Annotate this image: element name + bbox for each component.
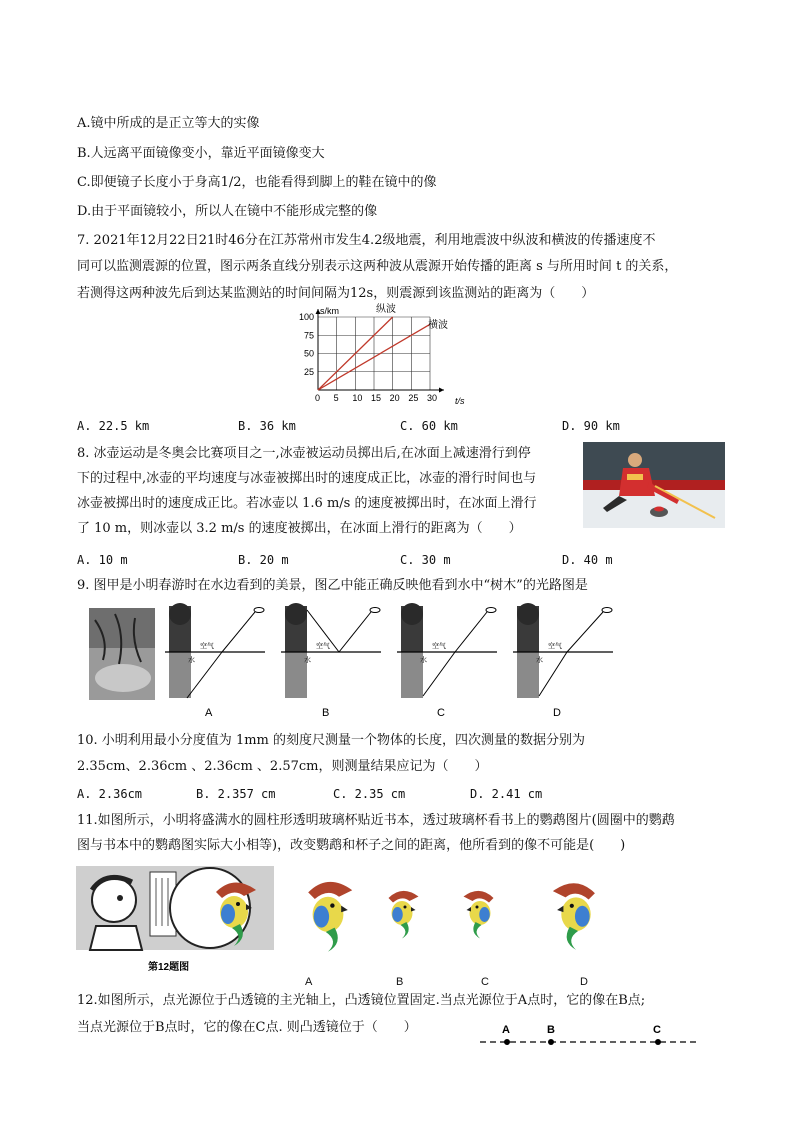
- q8-line-2: 下的过程中,冰壶的平均速度与冰壶被掷出时的速度成正比，冰壶的滑行时间也与: [77, 471, 537, 486]
- q8-line-1: 8. 冰壶运动是冬奥会比赛项目之一,冰壶被运动员掷出后,在冰面上减速滑行到停: [77, 446, 531, 461]
- x-tick-label: 20: [389, 393, 400, 403]
- q11-label-a: A: [305, 976, 313, 988]
- y-axis-label: s/km: [320, 306, 339, 316]
- point-a: [504, 1039, 510, 1045]
- q9-water-b: 水: [304, 657, 311, 664]
- light-ray: [455, 612, 487, 652]
- q7-option-d: D. 90 km: [562, 419, 620, 433]
- tree-crown-icon: [401, 603, 423, 625]
- q8-option-d: D. 40 m: [562, 553, 613, 567]
- tree-crown-icon: [517, 603, 539, 625]
- light-ray: [423, 652, 455, 696]
- q9-air-a: 空气: [200, 643, 214, 650]
- q8-option-b: B. 20 m: [238, 553, 289, 567]
- q11-label-c: C: [481, 976, 489, 988]
- q7-option-b: B. 36 km: [238, 419, 296, 433]
- light-ray: [339, 612, 371, 652]
- q7-option-a: A. 22.5 km: [77, 419, 150, 433]
- y-tick-label: 25: [304, 366, 315, 377]
- q9-water-a: 水: [188, 657, 195, 664]
- x-tick-label: 5: [333, 393, 339, 403]
- x-axis-arrow: [439, 388, 444, 393]
- point-b-label: B: [547, 1024, 555, 1036]
- q9-water-c: 水: [420, 657, 427, 664]
- q9-line: 9. 图甲是小明春游时在水边看到的美景，图乙中能正确反映他看到水中“树木”的光路图是: [77, 578, 588, 593]
- x-tick-label: 0: [315, 393, 321, 403]
- q6-option-c: C.即便镜子长度小于身高1/2，也能看得到脚上的鞋在镜中的像: [77, 175, 437, 190]
- q7-line-3: 若测得这两种波先后到达某监测站的时间间隔为12s，则震源到该监测站的距离为（ ）: [77, 286, 595, 301]
- parrot-option-c-icon: [464, 891, 494, 939]
- q9-water-d: 水: [536, 657, 543, 664]
- q9-label-a: A: [205, 707, 213, 719]
- q8-line-3: 冰壶被掷出时的速度成正比。若冰壶以 1.6 m/s 的速度被掷出时，在冰面上滑行: [77, 496, 537, 511]
- q9-label-b: B: [322, 707, 330, 719]
- y-tick-label: 75: [304, 330, 315, 341]
- q11-parrots: [180, 866, 640, 976]
- tree-crown-icon: [285, 603, 307, 625]
- q10-option-b: B. 2.357 cm: [196, 787, 276, 801]
- eye-icon: [602, 608, 612, 613]
- tree-crown-icon: [169, 603, 191, 625]
- q7-line-2: 同可以监测震源的位置，图示两条直线分别表示这两种波从震源开始传播的距离 s 与所用时间 t 的关系，: [77, 259, 678, 274]
- q6-option-a: A.镜中所成的是正立等大的实像: [77, 116, 260, 131]
- x-axis-label: t/s: [455, 396, 465, 406]
- x-tick-label: 10: [352, 393, 363, 403]
- distance-time-chart: [290, 300, 470, 410]
- q11-line-2: 图与书本中的鹦鹉图实际大小相等)，改变鹦鹉和杯子之间的距离，他所看到的像不可能是( ): [77, 838, 626, 853]
- y-tick-label: 100: [299, 312, 315, 322]
- eye-icon: [254, 608, 264, 613]
- x-tick-label: 15: [371, 393, 382, 403]
- parrot-original-icon: [216, 882, 256, 946]
- q6-option-b: B.人远离平面镜像变小，靠近平面镜像变大: [77, 146, 325, 161]
- point-b: [548, 1039, 554, 1045]
- light-ray: [539, 652, 567, 696]
- q9-air-c: 空气: [432, 643, 446, 650]
- q9-figure: [85, 600, 637, 722]
- chart-grid: [318, 317, 430, 390]
- q9-label-d: D: [553, 707, 561, 719]
- q10-line-2: 2.35cm、2.36cm 、2.36cm 、2.57cm，则测量结果应记为（ ）: [77, 759, 488, 774]
- q9-label-c: C: [437, 707, 445, 719]
- optical-axis-diagram: [475, 1020, 705, 1054]
- eye-icon: [370, 608, 380, 613]
- q10-option-c: C. 2.35 cm: [333, 787, 406, 801]
- x-tick-label: 25: [408, 393, 419, 403]
- q12-line-2: 当点光源位于B点时，它的像在C点. 则凸透镜位于（ ）: [77, 1020, 417, 1035]
- q7-line-1: 7. 2021年12月22日21时46分在江苏常州市发生4.2级地震，利用地震波中纵波和横波的传播速度不: [77, 233, 656, 248]
- q8-line-4: 了 10 m，则冰壶以 3.2 m/s 的速度被掷出，在冰面上滑行的距离为（ ）: [77, 521, 522, 536]
- light-ray: [222, 612, 255, 652]
- q7-option-c: C. 60 km: [400, 419, 458, 433]
- q8-option-c: C. 30 m: [400, 553, 451, 567]
- q8-option-a: A. 10 m: [77, 553, 128, 567]
- eye-icon: [486, 608, 496, 613]
- q11-caption: 第12题图: [148, 962, 190, 973]
- parrot-option-b-icon: [389, 891, 419, 939]
- point-c: [655, 1039, 661, 1045]
- y-tick-label: 50: [304, 348, 315, 359]
- light-ray: [567, 612, 603, 652]
- q10-line-1: 10. 小明利用最小分度值为 1mm 的刻度尺测量一个物体的长度，四次测量的数据分别为: [77, 733, 585, 748]
- series-label-transverse: 横波: [428, 320, 448, 331]
- q11-line-1: 11.如图所示，小明将盛满水的圆柱形透明玻璃杯贴近书本，透过玻璃杯看书上的鹦鹉图片(圆圈中的鹦鹉: [77, 813, 675, 828]
- curling-photo: [583, 442, 725, 528]
- q9-air-d: 空气: [548, 643, 562, 650]
- q9-air-b: 空气: [316, 643, 330, 650]
- q10-option-d: D. 2.41 cm: [470, 787, 543, 801]
- point-a-label: A: [502, 1024, 510, 1036]
- q11-label-b: B: [396, 976, 404, 988]
- q10-option-a: A. 2.36cm: [77, 787, 143, 801]
- point-c-label: C: [653, 1024, 661, 1036]
- x-tick-label: 30: [427, 393, 438, 403]
- parrot-option-a-icon: [308, 882, 352, 952]
- series-label-longitudinal: 纵波: [376, 304, 396, 315]
- q11-label-d: D: [580, 976, 588, 988]
- q12-line-1: 12.如图所示，点光源位于凸透镜的主光轴上，凸透镜位置固定.当点光源位于A点时，它的像在B点;: [77, 993, 646, 1008]
- q6-option-d: D.由于平面镜较小，所以人在镜中不能形成完整的像: [77, 204, 378, 219]
- parrot-option-d-icon: [553, 883, 595, 950]
